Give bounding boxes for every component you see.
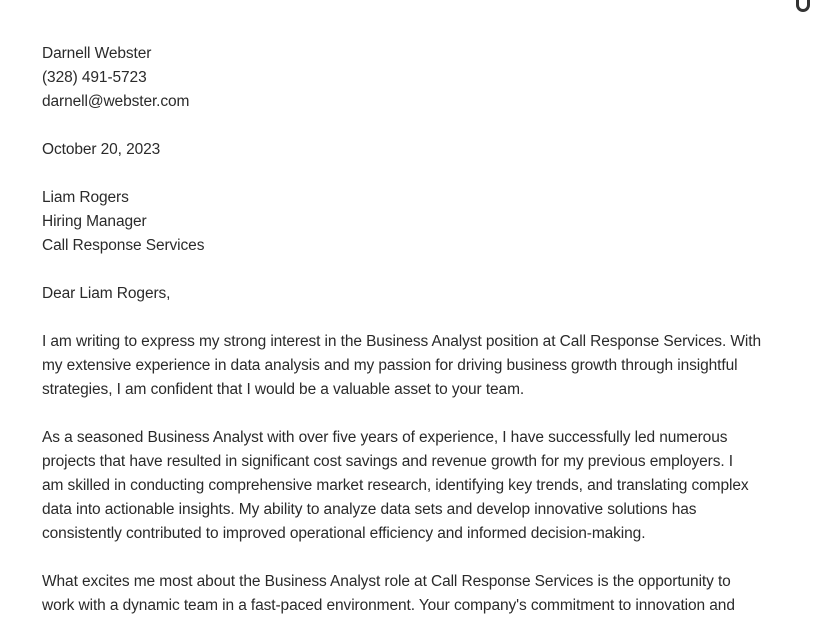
paragraph-line: strategies, I am confident that I would be a valuable asset to your team.: [42, 381, 525, 398]
partial-rounded-icon[interactable]: [796, 0, 810, 12]
paragraph-line: What excites me most about the Business Analyst role at Call Response Services is the opportunity to: [42, 573, 731, 590]
sender-phone: (328) 491-5723: [42, 69, 147, 86]
recipient-company: Call Response Services: [42, 237, 205, 254]
recipient-title: Hiring Manager: [42, 213, 147, 230]
salutation: Dear Liam Rogers,: [42, 285, 171, 302]
paragraph-line: work with a dynamic team in a fast-paced environment. Your company's commitment to innovation and: [42, 597, 735, 614]
recipient-name: Liam Rogers: [42, 189, 129, 206]
letter-date: October 20, 2023: [42, 141, 161, 158]
paragraph-line: I am writing to express my strong interest in the Business Analyst position at Call Response Services. With: [42, 333, 761, 350]
paragraph-line: my extensive experience in data analysis and my passion for driving business growth through insightful: [42, 357, 738, 374]
paragraph-line: am skilled in conducting comprehensive market research, identifying key trends, and translating complex: [42, 477, 749, 494]
paragraph-intro: [42, 330, 802, 402]
paragraph-line: consistently contributed to improved operational efficiency and informed decision-making.: [42, 525, 646, 542]
spacer: [42, 258, 802, 282]
paragraph-line: data into actionable insights. My ability to analyze data sets and develop innovative solutions has: [42, 501, 697, 518]
spacer: [42, 546, 802, 570]
paragraph-line: projects that have resulted in significant cost savings and revenue growth for my previous employers. I: [42, 453, 733, 470]
spacer: [42, 306, 802, 330]
sender-name: Darnell Webster: [42, 45, 152, 62]
paragraph-experience: [42, 426, 802, 546]
spacer: [42, 114, 802, 138]
sender-email: darnell@webster.com: [42, 93, 190, 110]
sender-block: [42, 42, 802, 114]
cover-letter-document: [42, 42, 802, 618]
spacer: [42, 402, 802, 426]
recipient-block: [42, 186, 802, 258]
spacer: [42, 162, 802, 186]
paragraph-motivation: [42, 570, 802, 618]
paragraph-line: As a seasoned Business Analyst with over five years of experience, I have successfully led numerous: [42, 429, 728, 446]
